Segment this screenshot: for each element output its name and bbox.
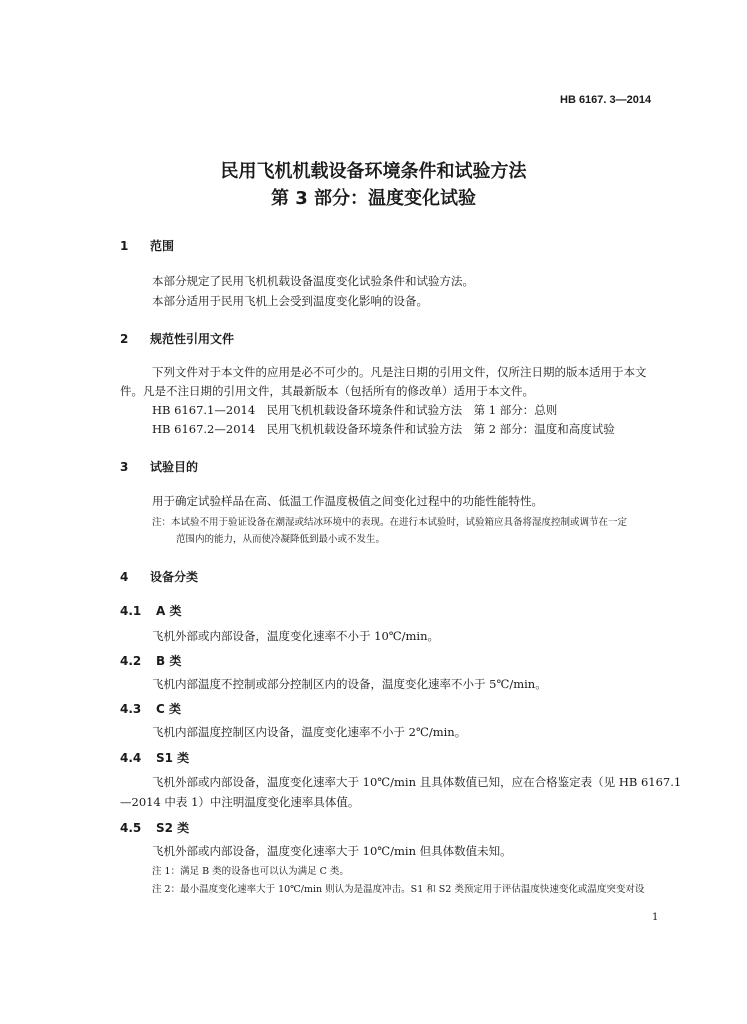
subsection-title: S1 类 (156, 751, 190, 765)
section-4-heading (120, 568, 198, 585)
subsection-4-5-heading (120, 819, 189, 836)
note: 注 2：最小温度变化速率大于 10℃/min 则认为是温度冲击。S1 和 S2 类预定用于评估温度快速变化或温度突变对设 (152, 884, 645, 895)
subsection-title: A 类 (156, 604, 182, 618)
paragraph: 件。凡是不注日期的引用文件，其最新版本（包括所有的修改单）适用于本文件。 (120, 384, 534, 398)
section-1-heading (120, 237, 174, 254)
section-title: 规范性引用文件 (150, 332, 235, 346)
paragraph: 用于确定试验样品在高、低温工作温度极值之间变化过程中的功能性能特性。 (152, 494, 543, 508)
subsection-4-3-heading (120, 700, 181, 717)
paragraph: 本部分规定了民用飞机机载设备温度变化试验条件和试验方法。 (152, 274, 474, 288)
section-number: 4 (120, 570, 129, 584)
document-number: HB 6167. 3—2014 (560, 94, 652, 106)
paragraph-continuation: —2014 中表 1）中注明温度变化速率具体值。 (120, 795, 360, 809)
subsection-number: 4.3 (120, 702, 142, 716)
reference-item: HB 6167.1—2014 民用飞机机载设备环境条件和试验方法 第 1 部分：总则 (152, 403, 558, 417)
section-3-heading (120, 458, 198, 475)
subsection-4-1-heading (120, 602, 181, 619)
subsection-title: B 类 (156, 654, 182, 668)
subsection-title: S2 类 (156, 821, 190, 835)
section-title: 设备分类 (150, 570, 199, 584)
subsection-title: C 类 (156, 702, 181, 716)
subsection-number: 4.4 (120, 751, 142, 765)
document-title: 民用飞机机载设备环境条件和试验方法 (220, 161, 527, 182)
section-number: 2 (120, 332, 129, 346)
note: 注：本试验不用于验证设备在潮湿或结冰环境中的表现。在进行本试验时，试验箱应具备将湿度控制或调节在一定 (152, 517, 628, 528)
paragraph: 飞机外部或内部设备，温度变化速率大于 10℃/min 且具体数值已知，应在合格鉴定表（见 HB 6167.1 (152, 775, 682, 789)
paragraph: 本部分适用于民用飞机上会受到温度变化影响的设备。 (152, 294, 428, 308)
reference-item: HB 6167.2—2014 民用飞机机载设备环境条件和试验方法 第 2 部分：温度和高度试验 (152, 422, 615, 436)
subsection-number: 4.1 (120, 604, 142, 618)
section-title: 范围 (150, 239, 175, 253)
page-number: 1 (652, 912, 659, 923)
section-title: 试验目的 (150, 460, 199, 474)
paragraph: 飞机外部或内部设备，温度变化速率不小于 10℃/min。 (152, 629, 440, 643)
subsection-4-4-heading (120, 749, 189, 766)
section-number: 1 (120, 239, 129, 253)
subsection-4-2-heading (120, 652, 181, 669)
paragraph: 飞机外部或内部设备，温度变化速率大于 10℃/min 但具体数值未知。 (152, 844, 512, 858)
subsection-number: 4.2 (120, 654, 142, 668)
note-continuation: 范围内的能力，从而使冷凝降低到最小或不发生。 (176, 534, 386, 545)
paragraph: 下列文件对于本文件的应用是必不可少的。凡是注日期的引用文件，仅所注日期的版本适用于本文 (152, 365, 647, 379)
section-2-heading (120, 330, 234, 347)
paragraph: 飞机内部温度不控制或部分控制区内的设备，温度变化速率不小于 5℃/min。 (152, 677, 547, 691)
paragraph: 飞机内部温度控制区内设备，温度变化速率不小于 2℃/min。 (152, 725, 467, 739)
document-subtitle: 第 3 部分：温度变化试验 (270, 188, 477, 209)
section-number: 3 (120, 460, 129, 474)
note: 注 1：满足 B 类的设备也可以认为满足 C 类。 (152, 866, 349, 877)
subsection-number: 4.5 (120, 821, 142, 835)
